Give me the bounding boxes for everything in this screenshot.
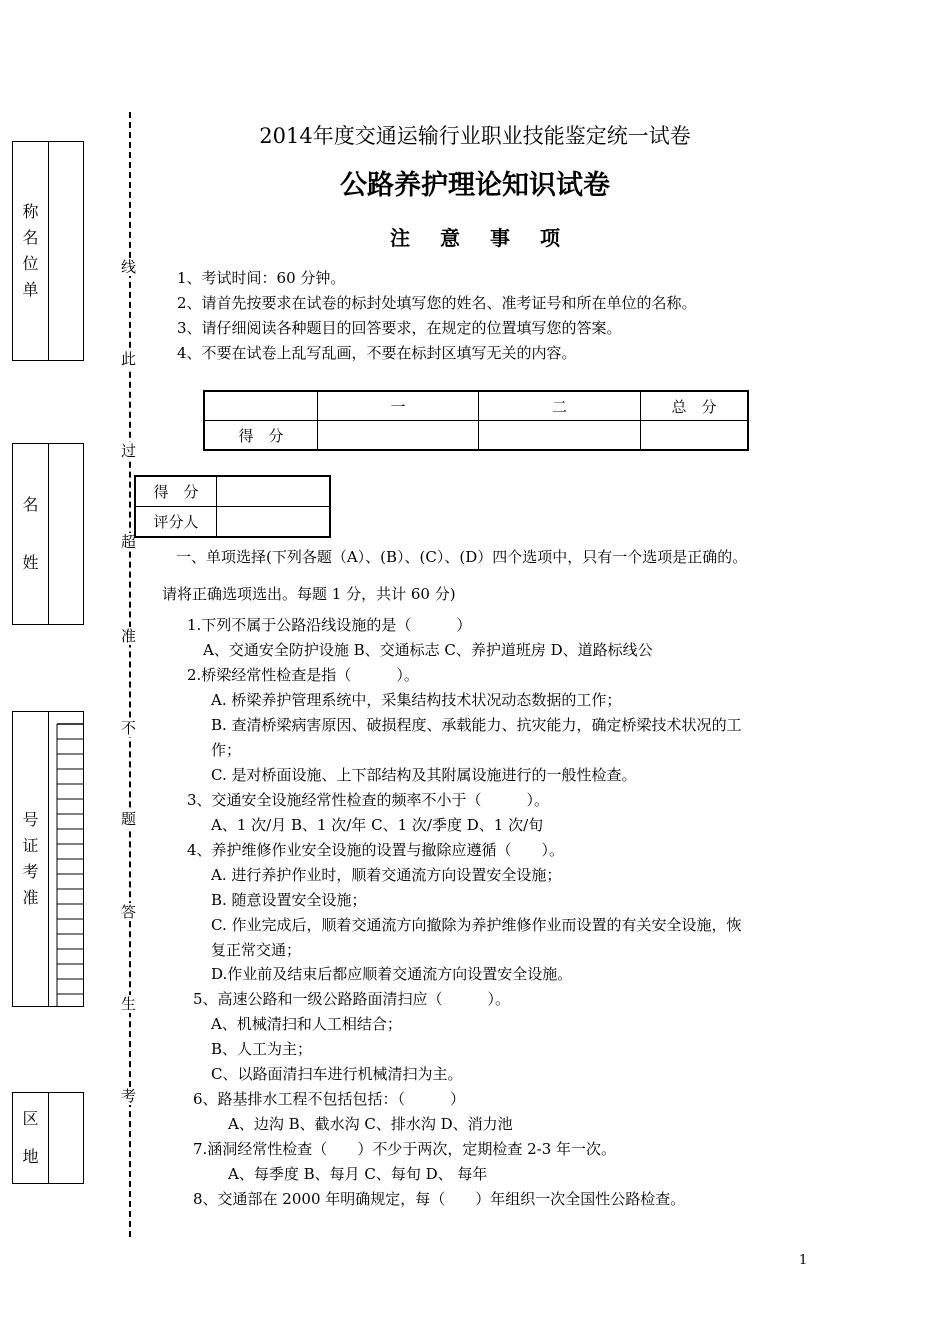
paper-title: 公路养护理论知识试卷 bbox=[340, 170, 610, 201]
exam-id-label: 号 证 考 准 bbox=[13, 712, 49, 1006]
note-item: 3、请仔细阅读各种题目的回答要求，在规定的位置填写您的答案。 bbox=[177, 319, 622, 337]
score-header-cell: 一 bbox=[318, 391, 479, 421]
exam-title: 2014年度交通运输行业职业技能鉴定统一试卷 bbox=[259, 124, 691, 148]
question-6: 6、路基排水工程不包括包括：（ ） bbox=[193, 1090, 466, 1108]
exam-id-digit-cells bbox=[49, 712, 84, 1007]
question-8: 8、交通部在 2000 年明确规定，每（ ）年组织一次全国性公路检查。 bbox=[193, 1190, 686, 1208]
score-header-cell: 二 bbox=[479, 391, 641, 421]
question-5-option-a: A、机械清扫和人工相结合； bbox=[211, 1015, 402, 1033]
region-box[interactable] bbox=[12, 1092, 84, 1184]
section1-intro: 一、单项选择(下列各题（A）、(B）、(C）、(D）四个选项中，只有一个选项是正确的。 bbox=[176, 548, 748, 566]
seal-char: 此 bbox=[121, 350, 137, 368]
question-5: 5、高速公路和一级公路路面清扫应（ ）。 bbox=[193, 990, 511, 1008]
seal-char: 考 bbox=[121, 1087, 137, 1105]
grader-score-input[interactable] bbox=[217, 476, 331, 507]
question-6-options: A、边沟 B、截水沟 C、排水沟 D、消力池 bbox=[228, 1115, 513, 1133]
grader-name-input[interactable] bbox=[217, 507, 331, 538]
exam-id-box[interactable] bbox=[12, 711, 84, 1007]
score-input-cell[interactable] bbox=[479, 421, 641, 451]
note-item: 4、不要在试卷上乱写乱画，不要在标封区填写无关的内容。 bbox=[177, 344, 577, 362]
question-4-option-a: A. 进行养护作业时，顺着交通流方向设置安全设施； bbox=[211, 866, 562, 884]
question-7: 7.涵洞经常性检查（ ）不少于两次，定期检查 2-3 年一次。 bbox=[193, 1140, 617, 1158]
grader-score-label: 得 分 bbox=[135, 476, 217, 507]
seal-char: 不 bbox=[121, 719, 137, 737]
seal-char: 线 bbox=[121, 258, 137, 276]
question-4: 4、养护维修作业安全设施的设置与撤除应遵循（ ）。 bbox=[187, 841, 565, 859]
question-2-option-b-cont: 作； bbox=[211, 741, 242, 759]
section1-intro: 请将正确选项选出。每题 1 分，共计 60 分) bbox=[162, 585, 456, 603]
region-label: 区 地 bbox=[13, 1093, 49, 1183]
score-header-cell: 总 分 bbox=[641, 391, 749, 421]
note-item: 1、考试时间：60 分钟。 bbox=[177, 269, 346, 287]
question-5-option-b: B、人工为主； bbox=[211, 1040, 313, 1058]
question-4-option-d: D.作业前及结束后都应顺着交通流方向设置安全设施。 bbox=[211, 965, 573, 983]
score-table bbox=[203, 390, 749, 451]
notes-heading: 注意事项 bbox=[390, 226, 590, 250]
seal-char: 生 bbox=[121, 995, 137, 1013]
seal-char: 过 bbox=[121, 442, 137, 460]
question-5-option-c: C、以路面清扫车进行机械清扫为主。 bbox=[211, 1065, 463, 1083]
seal-char: 答 bbox=[121, 903, 137, 921]
question-7-options: A、每季度 B、每月 C、每旬 D、 每年 bbox=[228, 1165, 488, 1183]
question-4-option-c-cont: 复正常交通； bbox=[211, 941, 302, 959]
question-3: 3、交通安全设施经常性检查的频率不小于（ ）。 bbox=[187, 791, 550, 809]
seal-dashed-line bbox=[129, 112, 131, 1237]
question-1-options: A、交通安全防护设施 B、交通标志 C、养护道班房 D、道路标线公 bbox=[203, 641, 653, 659]
score-row-label: 得 分 bbox=[204, 421, 318, 451]
name-box[interactable] bbox=[12, 443, 84, 625]
note-item: 2、请首先按要求在试卷的标封处填写您的姓名、准考证号和所在单位的名称。 bbox=[177, 294, 697, 312]
question-2-option-a: A. 桥梁养护管理系统中，采集结构技术状况动态数据的工作； bbox=[211, 691, 622, 709]
seal-char: 超 bbox=[121, 533, 137, 551]
question-4-option-c: C. 作业完成后，顺着交通流方向撤除为养护维修作业而设置的有关安全设施，恢 bbox=[211, 916, 742, 934]
page-number: 1 bbox=[799, 1253, 808, 1268]
question-3-options: A、1 次/月 B、1 次/年 C、1 次/季度 D、1 次/旬 bbox=[211, 816, 544, 834]
question-2: 2.桥梁经常性检查是指（ ）。 bbox=[187, 666, 419, 684]
grader-table bbox=[134, 475, 331, 538]
seal-char: 题 bbox=[121, 810, 137, 828]
name-label: 名 姓 bbox=[13, 444, 49, 624]
question-2-option-b: B. 查清桥梁病害原因、破损程度、承载能力、抗灾能力，确定桥梁技术状况的工 bbox=[211, 716, 742, 734]
seal-char: 准 bbox=[121, 627, 137, 645]
grader-name-label: 评分人 bbox=[135, 507, 217, 538]
question-4-option-b: B. 随意设置安全设施； bbox=[211, 891, 367, 909]
score-input-cell[interactable] bbox=[641, 421, 749, 451]
question-2-option-c: C. 是对桥面设施、上下部结构及其附属设施进行的一般性检查。 bbox=[211, 766, 637, 784]
score-input-cell[interactable] bbox=[318, 421, 479, 451]
unit-name-label: 称 名 位 单 bbox=[13, 142, 49, 360]
question-1: 1.下列不属于公路沿线设施的是（ ） bbox=[187, 616, 472, 634]
score-header-cell bbox=[204, 391, 318, 421]
